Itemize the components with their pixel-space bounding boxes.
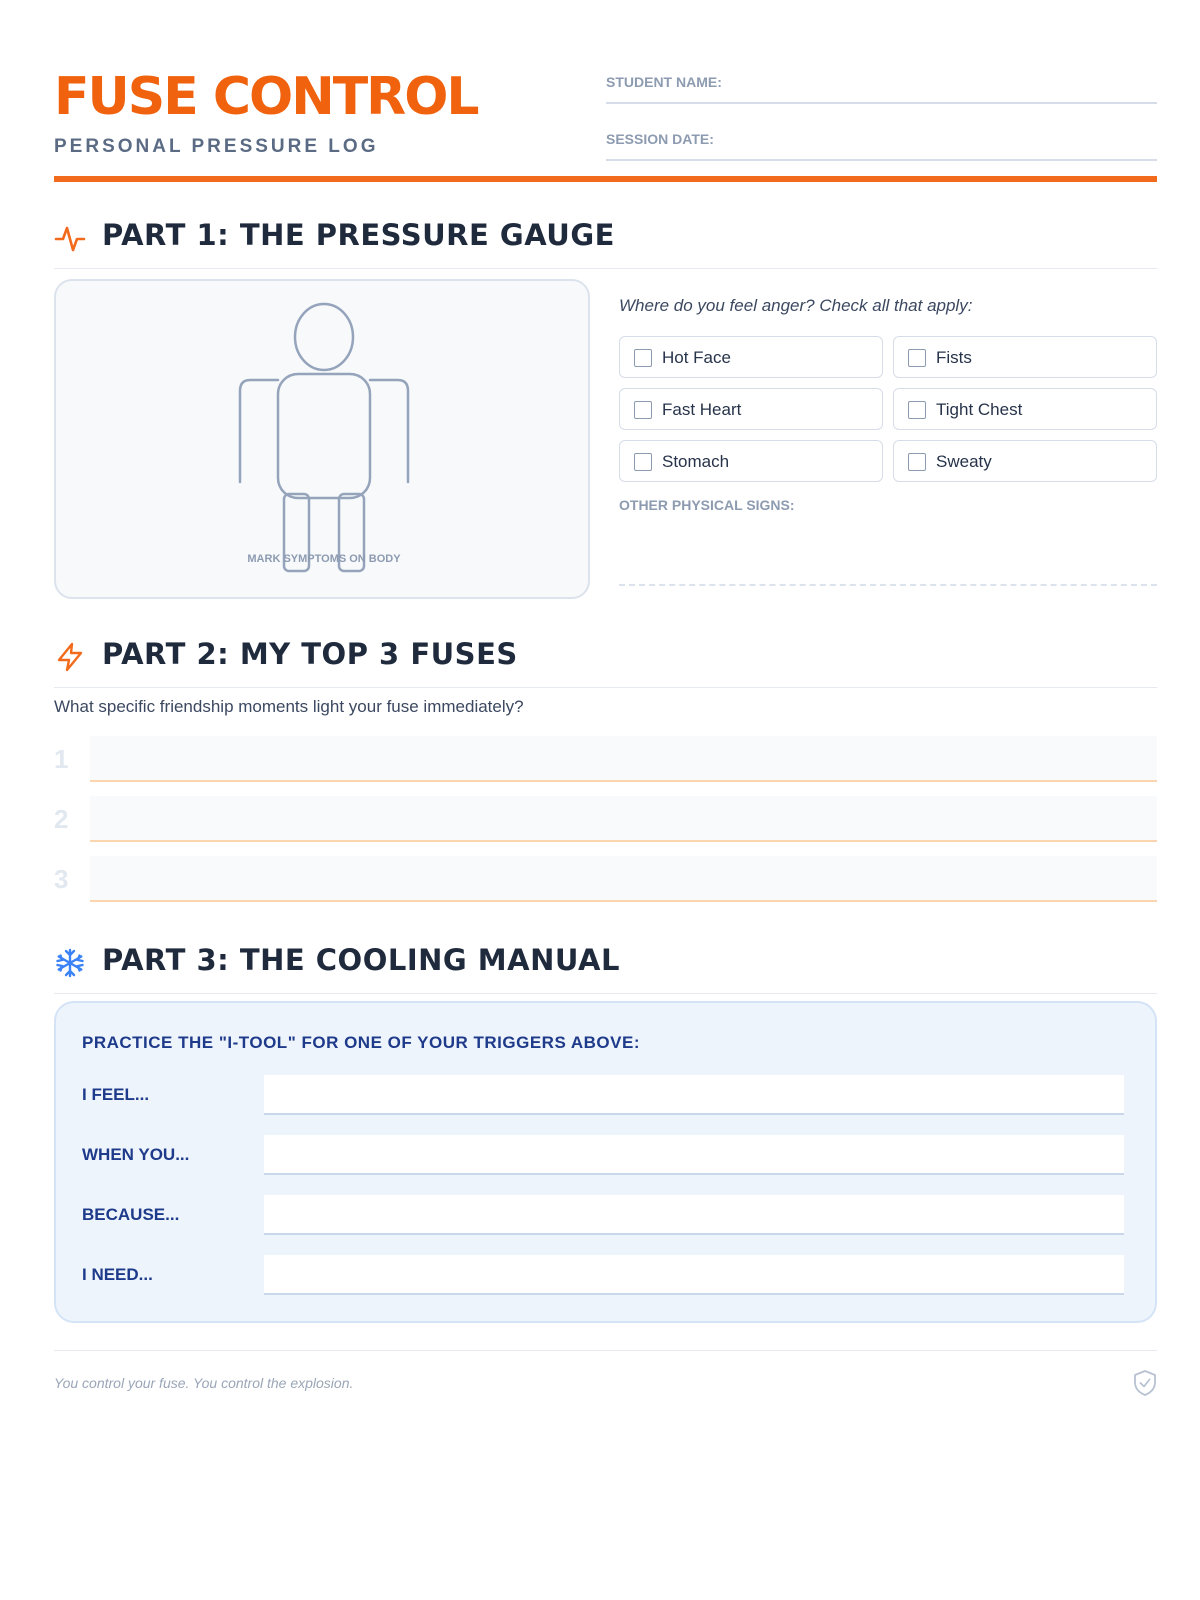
session-date-label: SESSION DATE:: [606, 131, 714, 147]
body-map-caption: MARK SYMPTOMS ON BODY: [247, 553, 401, 565]
fuse-number: 1: [54, 744, 69, 774]
checkbox-stomach[interactable]: [619, 440, 883, 482]
checkbox-fists[interactable]: [893, 336, 1157, 378]
checkbox-square[interactable]: [634, 401, 652, 419]
page-header: [54, 66, 1157, 182]
checkbox-label: Fists: [936, 348, 972, 367]
checkbox-sweaty[interactable]: [893, 440, 1157, 482]
checkbox-square[interactable]: [908, 453, 926, 471]
i-feel-input[interactable]: [264, 1075, 1124, 1115]
fuse-number: 2: [54, 804, 69, 834]
i-tool-title: PRACTICE THE "I-TOOL" FOR ONE OF YOUR TRIGGERS ABOVE:: [82, 1033, 640, 1052]
because-input[interactable]: [264, 1195, 1124, 1235]
header-divider: [54, 176, 1157, 182]
part3-title: PART 3: THE COOLING MANUAL: [102, 943, 620, 977]
lightning-icon: [54, 641, 86, 673]
part1-title: PART 1: THE PRESSURE GAUGE: [102, 218, 615, 252]
student-name-field[interactable]: [606, 66, 1157, 104]
page-footer: [54, 1350, 1157, 1401]
part3-header: [54, 937, 1157, 994]
i-tool-box: [54, 1001, 1157, 1323]
part2-header: [54, 631, 1157, 688]
checkbox-hot-face[interactable]: [619, 336, 883, 378]
part1-header: [54, 212, 1157, 269]
pulse-icon: [54, 222, 86, 254]
fuse-input-3[interactable]: [90, 856, 1157, 902]
anger-location-question: Where do you feel anger? Check all that apply:: [619, 296, 973, 315]
i-feel-label: I FEEL...: [82, 1085, 150, 1104]
checkbox-label: Sweaty: [936, 452, 992, 471]
fuse-number: 3: [54, 864, 69, 894]
page-title: FUSE CONTROL: [54, 67, 478, 127]
body-map-card[interactable]: [54, 279, 590, 599]
other-signs-label: OTHER PHYSICAL SIGNS:: [619, 497, 795, 513]
when-you-label: WHEN YOU...: [82, 1145, 190, 1164]
checkbox-label: Fast Heart: [662, 400, 742, 419]
checkbox-square[interactable]: [908, 349, 926, 367]
checkbox-label: Hot Face: [662, 348, 731, 367]
fuses-prompt: What specific friendship moments light your fuse immediately?: [54, 697, 524, 716]
checkbox-square[interactable]: [634, 349, 652, 367]
snowflake-icon: [54, 947, 86, 979]
because-label: BECAUSE...: [82, 1205, 180, 1224]
i-need-label: I NEED...: [82, 1265, 153, 1284]
checkbox-label: Stomach: [662, 452, 730, 471]
student-name-label: STUDENT NAME:: [606, 74, 722, 90]
when-you-input[interactable]: [264, 1135, 1124, 1175]
footer-motto: You control your fuse. You control the explosion.: [54, 1375, 354, 1391]
checkbox-fast-heart[interactable]: [619, 388, 883, 430]
checkbox-label: Tight Chest: [936, 400, 1023, 419]
fuse-input-2[interactable]: [90, 796, 1157, 842]
part2-title: PART 2: MY TOP 3 FUSES: [102, 637, 518, 671]
checkbox-square[interactable]: [908, 401, 926, 419]
fuse-input-1[interactable]: [90, 736, 1157, 782]
i-need-input[interactable]: [264, 1255, 1124, 1295]
checkbox-square[interactable]: [634, 453, 652, 471]
other-signs-input-line[interactable]: [619, 584, 1157, 586]
shield-check-icon: [1133, 1369, 1157, 1397]
page-subtitle: PERSONAL PRESSURE LOG: [54, 136, 379, 157]
session-date-field[interactable]: [606, 123, 1157, 161]
checkbox-tight-chest[interactable]: [893, 388, 1157, 430]
